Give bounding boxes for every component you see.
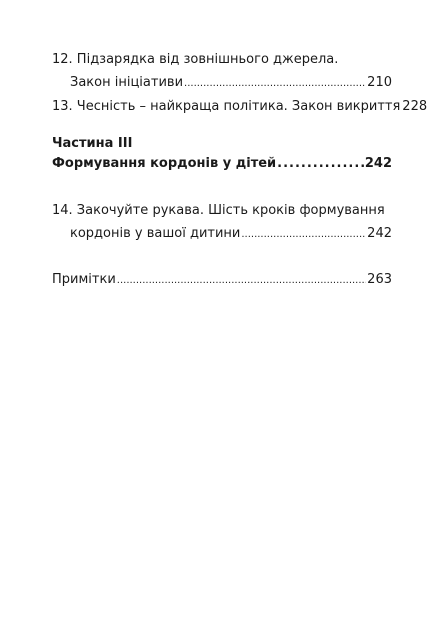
table-of-contents xyxy=(52,48,428,292)
toc-entry-ch14-page: 242 xyxy=(367,226,392,241)
dot-leader xyxy=(241,223,366,246)
dot-leader xyxy=(117,269,366,292)
toc-entry-notes-title: Примітки xyxy=(52,272,116,287)
toc-entry-ch14-line2 xyxy=(52,222,392,246)
toc-entry-ch14 xyxy=(52,199,392,246)
toc-entry-ch12-title-line1: 12. Підзарядка від зовнішнього джерела. xyxy=(52,52,339,67)
toc-entry-ch13 xyxy=(52,95,428,119)
toc-entry-ch12-title-line2: Закон ініціативи xyxy=(70,75,184,90)
toc-part3-page: 242 xyxy=(364,156,392,171)
toc-part3-title: Формування кордонів у дітей xyxy=(52,156,277,171)
toc-entry-ch14-title-line1: 14. Закочуйте рукава. Шість кроків формування xyxy=(52,203,385,218)
toc-entry-ch12 xyxy=(52,48,392,95)
toc-part3-line xyxy=(52,154,392,174)
toc-entry-ch13-page: 228 xyxy=(402,99,428,114)
dot-leader xyxy=(277,154,364,174)
toc-entry-notes-page: 263 xyxy=(367,272,392,287)
toc-part3-label: Частина III xyxy=(52,136,133,151)
dot-leader xyxy=(184,72,366,95)
toc-entry-ch12-line2 xyxy=(52,71,392,95)
toc-entry-notes xyxy=(52,268,392,292)
toc-entry-part3 xyxy=(52,134,392,174)
toc-entry-ch14-title-line2: кордонів у вашої дитини xyxy=(70,226,241,241)
toc-entry-ch12-page: 210 xyxy=(367,75,392,90)
toc-entry-ch13-title: 13. Чесність – найкраща політика. Закон викриття xyxy=(52,99,401,114)
